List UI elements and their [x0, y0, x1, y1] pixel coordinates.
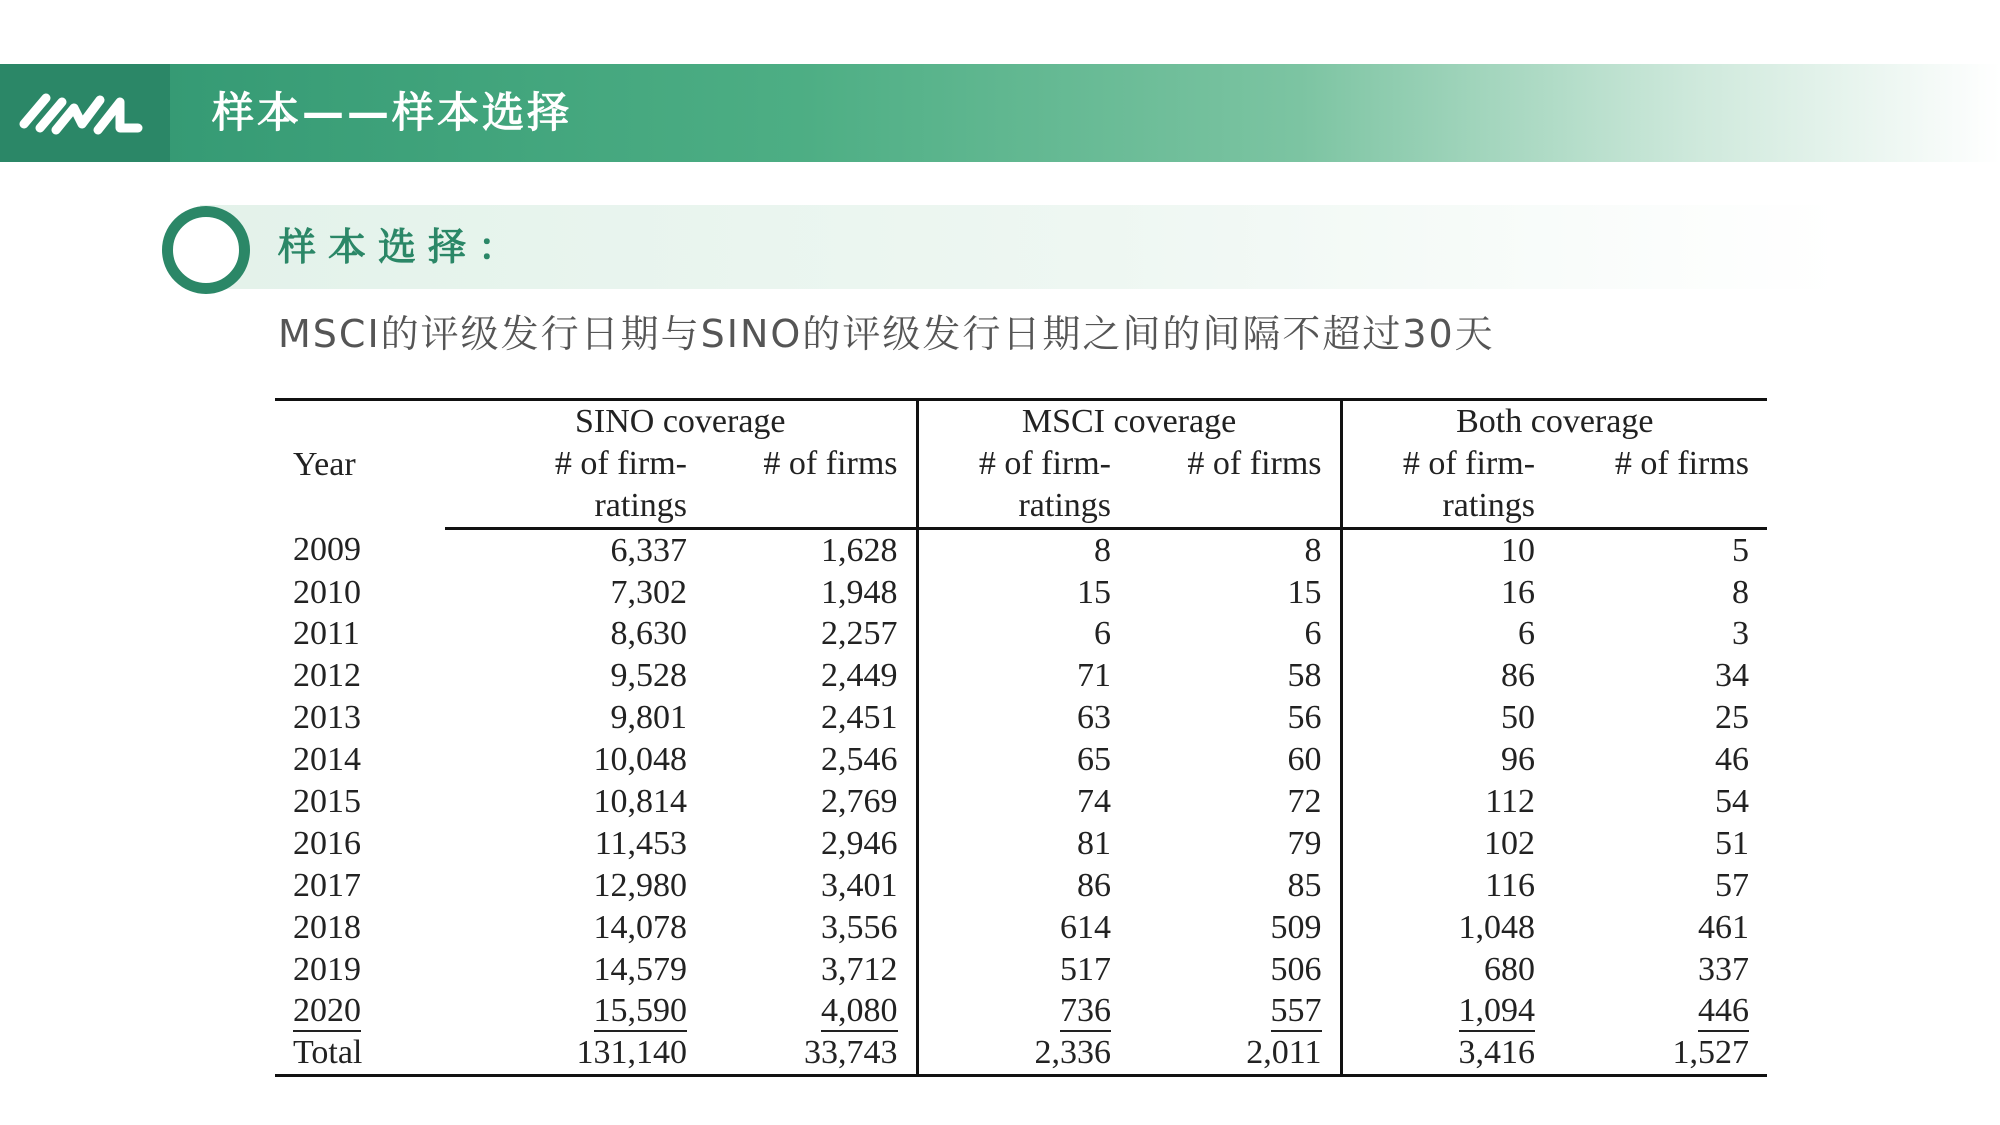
cell-value: 2012: [293, 657, 361, 695]
cell-value: 131,140: [576, 1034, 687, 1072]
cell-value: 2009: [293, 530, 361, 568]
table-cell: [1341, 739, 1553, 781]
cell-value: 72: [1287, 782, 1322, 820]
table-row: [275, 865, 1767, 907]
cell-value: 2,451: [821, 699, 898, 737]
group-header-both: Both coverage: [1341, 400, 1767, 443]
row-label: [275, 739, 445, 781]
cell-value: 46: [1715, 741, 1750, 779]
cell-value: 15: [1077, 573, 1111, 611]
cell-value: 517: [1060, 950, 1111, 988]
cell-value: 8: [1732, 573, 1750, 611]
page-title: 样本——样本选择: [212, 88, 573, 137]
cell-value: 56: [1287, 699, 1322, 737]
row-label: [275, 823, 445, 865]
table-cell: [917, 697, 1129, 739]
table-cell: [917, 1032, 1129, 1075]
cell-value: 6: [1094, 615, 1111, 653]
both-firms-header: # of firms: [1614, 444, 1750, 482]
cell-value: 6,337: [610, 531, 687, 569]
sino-firm-ratings-header: # of firm-: [554, 444, 687, 482]
cell-value: 614: [1060, 908, 1111, 946]
table-cell: [1553, 1032, 1767, 1075]
table-cell: [705, 990, 917, 1032]
table-cell: [445, 572, 705, 614]
row-label: [275, 865, 445, 907]
cell-value: 7,302: [610, 573, 687, 611]
table-cell: [1553, 528, 1767, 571]
group-header-sino: SINO coverage: [445, 400, 917, 443]
cell-value: 2,769: [821, 782, 898, 820]
row-label: [275, 655, 445, 697]
sino-ratings-header-line2: ratings: [445, 485, 705, 528]
table-cell: [445, 823, 705, 865]
year-column-header: Year: [275, 400, 445, 529]
cell-value: 54: [1715, 782, 1750, 820]
table-cell: [1341, 865, 1553, 907]
cell-value: 2,257: [821, 615, 898, 653]
table-cell: [1129, 528, 1341, 571]
cell-value: 10: [1501, 531, 1536, 569]
table-cell: [705, 697, 917, 739]
row-label: [275, 572, 445, 614]
table-cell: [1341, 1032, 1553, 1075]
table-cell: [1129, 739, 1341, 781]
cell-value: 81: [1077, 824, 1111, 862]
cell-value: 14,078: [593, 908, 687, 946]
cell-value: 86: [1077, 866, 1111, 904]
row-label: [275, 990, 445, 1032]
table-cell: [705, 781, 917, 823]
cell-value: 102: [1484, 824, 1536, 862]
table-cell: [445, 990, 705, 1032]
table-cell: [445, 697, 705, 739]
table-cell: [705, 865, 917, 907]
cell-value: 3: [1732, 615, 1750, 653]
row-label: [275, 613, 445, 655]
cell-value: 2019: [293, 950, 361, 988]
table-cell: [917, 907, 1129, 949]
table-cell: [705, 572, 917, 614]
section-title: 样本选择：: [278, 225, 529, 269]
cell-value: 461: [1698, 908, 1750, 946]
table-cell: [1341, 907, 1553, 949]
table-cell: [705, 655, 917, 697]
cell-value: 2,449: [821, 657, 898, 695]
logo-box: [0, 64, 170, 162]
table-row: [275, 739, 1767, 781]
table-row: [275, 697, 1767, 739]
table-cell: [1129, 949, 1341, 991]
cell-value: 63: [1077, 699, 1111, 737]
sino-firms-header: # of firms: [763, 444, 898, 482]
cell-value: 12,980: [593, 866, 687, 904]
cell-value: 79: [1287, 824, 1322, 862]
table-cell: [917, 865, 1129, 907]
table-cell: [1129, 613, 1341, 655]
table-cell: [445, 528, 705, 571]
cell-value: 3,401: [821, 866, 898, 904]
cell-value: 9,528: [610, 657, 687, 695]
cell-value: 1,094: [1459, 992, 1536, 1032]
cell-value: 60: [1287, 741, 1322, 779]
cell-value: 51: [1715, 824, 1750, 862]
table-cell: [917, 655, 1129, 697]
cell-value: 34: [1715, 657, 1750, 695]
table-row: [275, 990, 1767, 1032]
cell-value: 2016: [293, 824, 361, 862]
cell-value: Total: [293, 1034, 363, 1072]
cell-value: 33,743: [804, 1034, 898, 1072]
cell-value: 6: [1304, 615, 1322, 653]
row-label: [275, 528, 445, 571]
row-label: [275, 907, 445, 949]
cell-value: 2014: [293, 741, 361, 779]
table-cell: [1553, 572, 1767, 614]
table-cell: [1553, 990, 1767, 1032]
coverage-table-grid: [275, 398, 1767, 1077]
brand-logo-icon: [16, 84, 146, 144]
table-cell: [1553, 907, 1767, 949]
row-label: [275, 949, 445, 991]
cell-value: 85: [1287, 866, 1322, 904]
table-cell: [1553, 949, 1767, 991]
table-cell: [1129, 823, 1341, 865]
table-body: [275, 528, 1767, 1076]
cell-value: 2020: [293, 992, 361, 1032]
cell-value: 2015: [293, 782, 361, 820]
table-row: [275, 572, 1767, 614]
table-row: [275, 823, 1767, 865]
table-row: [275, 781, 1767, 823]
cell-value: 2013: [293, 699, 361, 737]
group-header-msci: MSCI coverage: [917, 400, 1341, 443]
table-cell: [445, 781, 705, 823]
table-cell: [1553, 613, 1767, 655]
table-cell: [1129, 907, 1341, 949]
cell-value: 1,948: [821, 573, 898, 611]
table-cell: [917, 739, 1129, 781]
cell-value: 58: [1287, 657, 1322, 695]
table-cell: [1129, 655, 1341, 697]
table-cell: [1341, 823, 1553, 865]
cell-value: 680: [1484, 950, 1536, 988]
cell-value: 2,946: [821, 824, 898, 862]
group-header-row: [275, 400, 1767, 443]
total-row: [275, 1032, 1767, 1075]
cell-value: 10,048: [593, 741, 687, 779]
table-cell: [1341, 528, 1553, 571]
table-row: [275, 613, 1767, 655]
cell-value: 2,336: [1034, 1034, 1111, 1072]
table-cell: [445, 655, 705, 697]
table-cell: [705, 949, 917, 991]
cell-value: 11,453: [594, 824, 687, 862]
both-firm-ratings-header: # of firm-: [1341, 443, 1553, 485]
cell-value: 116: [1485, 866, 1536, 904]
msci-firms-header: # of firms: [1187, 444, 1322, 482]
cell-value: 8: [1094, 531, 1111, 569]
table-cell: [1341, 613, 1553, 655]
row-label: [275, 781, 445, 823]
both-ratings-header-line2: ratings: [1341, 485, 1553, 528]
table-cell: [1341, 990, 1553, 1032]
table-cell: [445, 1032, 705, 1075]
table-cell: [445, 739, 705, 781]
table-cell: [1341, 949, 1553, 991]
cell-value: 14,579: [593, 950, 687, 988]
table-cell: [1129, 572, 1341, 614]
table-cell: [1341, 781, 1553, 823]
cell-value: 16: [1501, 573, 1536, 611]
table-cell: [1553, 739, 1767, 781]
cell-value: 74: [1077, 782, 1111, 820]
table-cell: [1341, 572, 1553, 614]
table-cell: [1553, 655, 1767, 697]
table-cell: [1129, 1032, 1341, 1075]
table-cell: [705, 823, 917, 865]
table-cell: [1553, 823, 1767, 865]
table-cell: [917, 613, 1129, 655]
table-cell: [445, 907, 705, 949]
table-cell: [1129, 990, 1341, 1032]
table-cell: [705, 907, 917, 949]
cell-value: 3,556: [821, 908, 898, 946]
cell-value: 25: [1715, 699, 1750, 737]
cell-value: 2,546: [821, 741, 898, 779]
table-cell: [1129, 697, 1341, 739]
title-bar: [0, 64, 2000, 162]
table-cell: [1553, 865, 1767, 907]
cell-value: 8: [1304, 531, 1322, 569]
cell-value: 112: [1485, 782, 1536, 820]
cell-value: 736: [1060, 992, 1111, 1032]
cell-value: 5: [1732, 531, 1750, 569]
cell-value: 2,011: [1246, 1034, 1322, 1072]
cell-value: 15: [1287, 573, 1322, 611]
column-header-row: [275, 443, 1767, 485]
table-cell: [917, 949, 1129, 991]
cell-value: 10,814: [593, 782, 687, 820]
table-cell: [917, 572, 1129, 614]
table-cell: [1553, 697, 1767, 739]
table-cell: [1129, 865, 1341, 907]
cell-value: 2011: [293, 615, 360, 653]
table-cell: [705, 1032, 917, 1075]
table-row: [275, 528, 1767, 571]
msci-firm-ratings-header: # of firm-: [917, 443, 1129, 485]
table-cell: [1553, 781, 1767, 823]
table-cell: [917, 823, 1129, 865]
cell-value: 8,630: [610, 615, 687, 653]
table-row: [275, 949, 1767, 991]
cell-value: 509: [1270, 908, 1322, 946]
ring-bullet-icon: [162, 206, 250, 294]
cell-value: 3,712: [821, 950, 898, 988]
cell-value: 1,527: [1672, 1034, 1750, 1072]
cell-value: 1,048: [1458, 908, 1536, 946]
subtitle: MSCI的评级发行日期与SINO的评级发行日期之间的间隔不超过30天: [278, 312, 1495, 356]
cell-value: 4,080: [821, 992, 898, 1032]
table-cell: [445, 949, 705, 991]
table-row: [275, 655, 1767, 697]
table-cell: [705, 528, 917, 571]
column-header-row-2: [275, 485, 1767, 528]
cell-value: 86: [1501, 657, 1536, 695]
cell-value: 2010: [293, 573, 361, 611]
table-cell: [917, 781, 1129, 823]
cell-value: 3,416: [1458, 1034, 1536, 1072]
cell-value: 50: [1501, 699, 1536, 737]
table-cell: [445, 613, 705, 655]
cell-value: 1,628: [821, 531, 898, 569]
cell-value: 9,801: [610, 699, 687, 737]
cell-value: 2018: [293, 908, 361, 946]
table-cell: [1341, 655, 1553, 697]
cell-value: 57: [1715, 866, 1750, 904]
coverage-table: [275, 398, 1767, 1077]
table-cell: [1129, 781, 1341, 823]
table-row: [275, 907, 1767, 949]
cell-value: 96: [1501, 741, 1536, 779]
cell-value: 506: [1270, 950, 1322, 988]
table-cell: [917, 528, 1129, 571]
cell-value: 6: [1518, 615, 1536, 653]
table-cell: [705, 739, 917, 781]
row-label: [275, 697, 445, 739]
cell-value: 71: [1077, 657, 1111, 695]
cell-value: 65: [1077, 741, 1111, 779]
table-cell: [445, 865, 705, 907]
cell-value: 2017: [293, 866, 361, 904]
row-label: [275, 1032, 445, 1075]
cell-value: 337: [1698, 950, 1750, 988]
table-cell: [917, 990, 1129, 1032]
table-cell: [705, 613, 917, 655]
cell-value: 557: [1271, 992, 1322, 1032]
cell-value: 446: [1698, 992, 1749, 1032]
msci-ratings-header-line2: ratings: [917, 485, 1129, 528]
table-cell: [1341, 697, 1553, 739]
cell-value: 15,590: [594, 992, 688, 1032]
